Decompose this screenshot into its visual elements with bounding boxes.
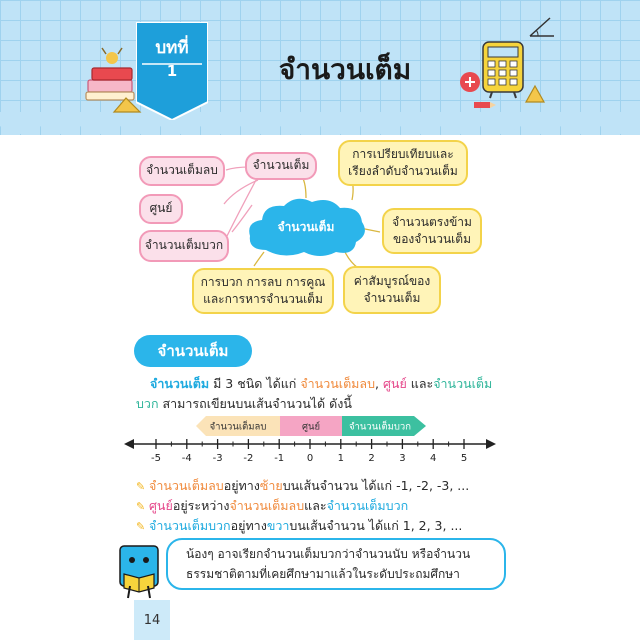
plus-minus-icon xyxy=(458,70,482,94)
tick-label: 4 xyxy=(430,453,437,464)
page-number: 14 xyxy=(134,600,170,640)
axis-right-arrow xyxy=(486,439,496,449)
bullet-term: จำนวนเต็มลบ xyxy=(149,478,224,493)
mindmap-node-operations xyxy=(192,268,334,314)
bullet-direction: ซ้าย xyxy=(259,478,283,493)
negative-range-label: จำนวนเต็มลบ xyxy=(209,421,267,433)
mindmap-node-label: จำนวนเต็มลบ xyxy=(146,163,218,178)
pencil-bullet-icon: ✎ xyxy=(136,480,146,493)
mindmap-node-label: ค่าสัมบูรณ์ของ xyxy=(353,273,431,288)
para-text: และ xyxy=(406,376,434,391)
books-icon xyxy=(82,40,138,102)
mindmap-node-compare-order xyxy=(338,140,468,186)
term-integer: จำนวนเต็ม xyxy=(150,376,210,391)
mindmap-node-label: จำนวนเต็ม xyxy=(363,291,421,305)
tick-label: 1 xyxy=(337,453,344,464)
note-line-1: น้องๆ อาจเรียกจำนวนเต็มบวกว่าจำนวนนับ หรือจำนวน xyxy=(186,547,471,561)
mindmap-node-label: การบวก การลบ การคูณ xyxy=(200,274,326,289)
bullet-zero xyxy=(136,496,516,516)
mindmap-node-label: ของจำนวนเต็ม xyxy=(393,232,471,246)
calculator-mascot-icon xyxy=(478,40,528,100)
mindmap-node-absolute-value xyxy=(343,266,441,314)
bullet-text: บนเส้นจำนวน ได้แก่ 1, 2, 3, ... xyxy=(289,518,463,533)
pencil-bullet-icon: ✎ xyxy=(136,500,146,513)
bullet-text: และ xyxy=(304,498,327,513)
tick-label: 5 xyxy=(460,453,468,464)
note-box xyxy=(166,538,506,590)
tick-label: 0 xyxy=(306,453,314,464)
term-positive: บวก xyxy=(136,396,159,411)
tick-label: -1 xyxy=(274,453,285,464)
bullet-term-negative: จำนวนเต็มลบ xyxy=(229,498,305,513)
page-title: จำนวนเต็ม xyxy=(278,53,412,86)
ruler-triangle-icon xyxy=(112,96,142,114)
paragraph-line-1 xyxy=(150,374,530,394)
tick-label: 3 xyxy=(399,453,406,464)
mindmap-node-label: เรียงลำดับจำนวนเต็ม xyxy=(348,164,458,178)
mindmap-node-label: ศูนย์ xyxy=(149,201,173,216)
pencil-icon xyxy=(474,100,496,110)
mindmap-node-integers xyxy=(245,152,317,180)
bullet-text: อยู่ทาง xyxy=(230,518,267,533)
mindmap-node-positive xyxy=(139,230,229,262)
chapter-number: 1 xyxy=(166,62,178,80)
bullet-text: อยู่ระหว่าง xyxy=(172,498,230,513)
term-zero: ศูนย์ xyxy=(382,376,407,391)
bullet-text: อยู่ทาง xyxy=(223,478,260,493)
term-negative: จำนวนเต็มลบ xyxy=(300,376,376,391)
number-line xyxy=(120,408,500,464)
mindmap-node-label: การเปรียบเทียบและ xyxy=(352,146,454,161)
bullet-negative xyxy=(136,476,516,496)
tick-label: -5 xyxy=(151,453,161,464)
bullet-direction: ขวา xyxy=(266,518,290,533)
section-heading: จำนวนเต็ม xyxy=(134,335,252,367)
mindmap-node-label: จำนวนตรงข้าม xyxy=(392,214,472,229)
para-text: มี 3 ชนิด ได้แก่ xyxy=(209,376,301,391)
positive-range-label: จำนวนเต็มบวก xyxy=(348,421,412,433)
pyramid-icon xyxy=(524,84,546,106)
bullet-term-positive: จำนวนเต็มบวก xyxy=(326,498,409,513)
mindmap-node-opposites xyxy=(382,208,482,254)
note-line-2: ธรรมชาติตามที่เคยศึกษามาแล้วในระดับประถมศึกษา xyxy=(186,567,460,582)
para-text: , xyxy=(375,376,383,391)
tick-label: -2 xyxy=(243,453,254,464)
para-text: สามารถเขียนบนเส้นจำนวนได้ ดังนี้ xyxy=(158,396,352,411)
pencil-bullet-icon: ✎ xyxy=(136,520,146,533)
angle-icon xyxy=(528,14,556,38)
mindmap-node-label: และการหารจำนวนเต็ม xyxy=(203,292,323,306)
mindmap-node-label: จำนวนเต็มบวก xyxy=(144,238,224,253)
mindmap-node-zero xyxy=(139,194,183,224)
bullet-term: ศูนย์ xyxy=(149,498,173,513)
bullet-positive xyxy=(136,516,516,536)
mindmap-center-label: จำนวนเต็ม xyxy=(277,220,335,234)
tick-label: -4 xyxy=(181,453,192,464)
tick-label: -3 xyxy=(212,453,223,464)
major-ticks xyxy=(151,439,467,464)
chapter-label: บทที่ xyxy=(155,38,189,58)
bullet-text: บนเส้นจำนวน ได้แก่ -1, -2, -3, ... xyxy=(282,478,470,493)
zero-range-label: ศูนย์ xyxy=(301,421,321,433)
mindmap-node-negative xyxy=(139,156,225,186)
bullet-term: จำนวนเต็มบวก xyxy=(149,518,231,533)
axis-left-arrow xyxy=(124,439,134,449)
mindmap-node-label: จำนวนเต็ม xyxy=(252,158,310,173)
term-positive: จำนวนเต็ม xyxy=(433,376,493,391)
reading-mascot-icon xyxy=(110,540,170,600)
tick-label: 2 xyxy=(368,453,375,464)
